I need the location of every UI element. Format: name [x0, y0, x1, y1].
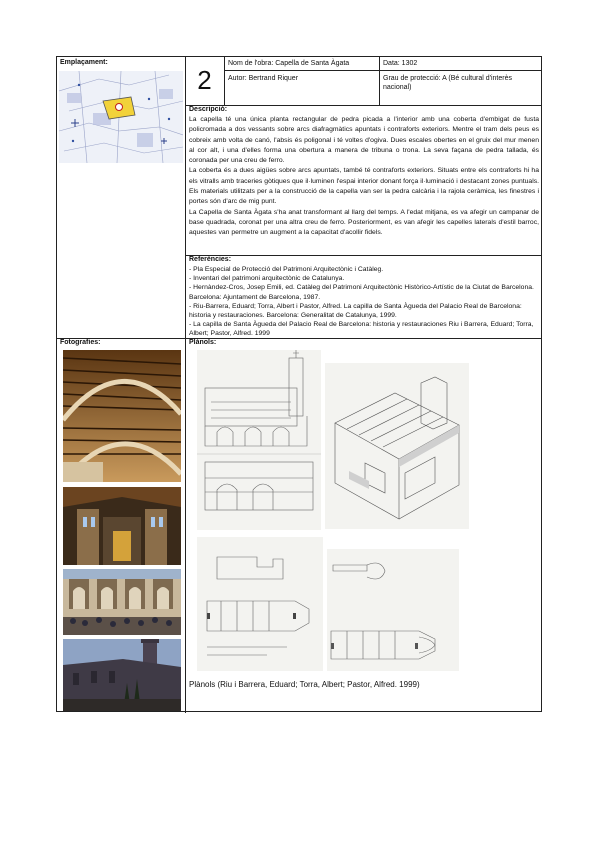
references-list	[189, 265, 539, 339]
photo-courtyard	[63, 569, 181, 635]
divider	[224, 57, 225, 105]
description-paragraph: La Capella de Santa Àgata s'ha anat transformant al llarg del temps. A l'edat mitjana, es va afegir un campanar de base quadrada, coronat per una altra creu de ferro. Posteriorment, es van afegir les capelles laterals d'estil barroc, aquestes van permetre un augment a la capacitat d'acollir fidels.	[189, 208, 539, 237]
work-name: Nom de l'obra: Capella de Santa Àgata	[228, 60, 350, 67]
document-sheet	[56, 56, 542, 712]
divider	[185, 57, 186, 713]
reference-item: - Hernàndez-Cros, Josep Emili, ed. Catàleg del Patrimoni Arquitectònic Històrico-Artístic de la Ciutat de Barcelona. Barcelona: Ajuntament de Barcelona, 1987.	[189, 284, 534, 301]
reference-item: - Pla Especial de Protecció del Patrimoni Arquitectònic i Catàleg.	[189, 266, 384, 273]
plans-label: Plànols:	[189, 339, 217, 346]
description-label: Descripció:	[189, 106, 228, 113]
protection-grade: Grau de protecció: A (Bé cultural d'interès nacional)	[383, 75, 512, 92]
description-text	[189, 115, 539, 239]
photo-interior	[63, 487, 181, 565]
plan-axonometric	[325, 363, 469, 529]
location-label: Emplaçament:	[60, 59, 108, 66]
reference-item: - Inventari del patrimoni arquitectònic de Catalunya.	[189, 275, 345, 283]
reference-item: - La capilla de Santa Àgueda del Palacio Real de Barcelona: historia y restauraciones Riu i Barrera, Eduard; Torra, Albert; Pastor, Alfred. 1999	[189, 321, 534, 338]
photo-ceiling	[63, 350, 181, 482]
reference-item: - Riu-Barrera, Eduard; Torra, Albert i Pastor, Alfred. La capilla de Santa Àgueda del Palacio Real de Barcelona: historia y restauraciones. Barcelona: Generalitat de Catalunya, 1999.	[189, 302, 522, 320]
description-paragraph: La capella té una única planta rectangular de pedra picada a l'interior amb una coberta d'embigat de fusta policromada a dos vessants sobre arcs diafragmàtics apuntats i contraforts exteriors. Mentre el tram dels peus es cobreix amb volta de canó, l'absis és poligonal i té voltes d'ogiva. Dues escales obertes en el gruix del mur menen al cor alt, i una d'elles forma una obertura a manera de tribuna o trona. La seva façana de pedra tallada, és coronada per una creu de ferro.	[189, 116, 539, 165]
divider	[379, 57, 380, 105]
plan-elevation	[197, 350, 321, 530]
divider	[224, 70, 542, 71]
date: Data: 1302	[383, 60, 418, 67]
plans-caption: Plànols (Riu i Barrera, Eduard; Torra, Albert; Pastor, Alfred. 1999)	[189, 680, 420, 689]
plan-floor-2	[327, 549, 459, 671]
divider	[185, 255, 542, 256]
references-label: Referències:	[189, 256, 232, 263]
author: Autor: Bertrand Riquer	[228, 75, 299, 82]
location-map	[59, 71, 183, 163]
divider	[185, 105, 542, 106]
plan-floor-1	[197, 537, 323, 671]
description-paragraph: La coberta és a dues aigües sobre arcs apuntats, també té contraforts exteriors. Situats entre els contraforts hi ha els vitralls amb traceries gòtiques que il·luminen l'espai interior donant força il·luminació i destacant zones puntuals. Els materials utilitzats per a la construcció de la capella van ser la pedra calcària i la rajola ceràmica, les finestres i portes són d'arc de mig punt.	[189, 167, 539, 206]
photo-exterior	[63, 639, 181, 711]
photos-label: Fotografies:	[60, 339, 101, 346]
sheet-number: 2	[197, 65, 212, 95]
